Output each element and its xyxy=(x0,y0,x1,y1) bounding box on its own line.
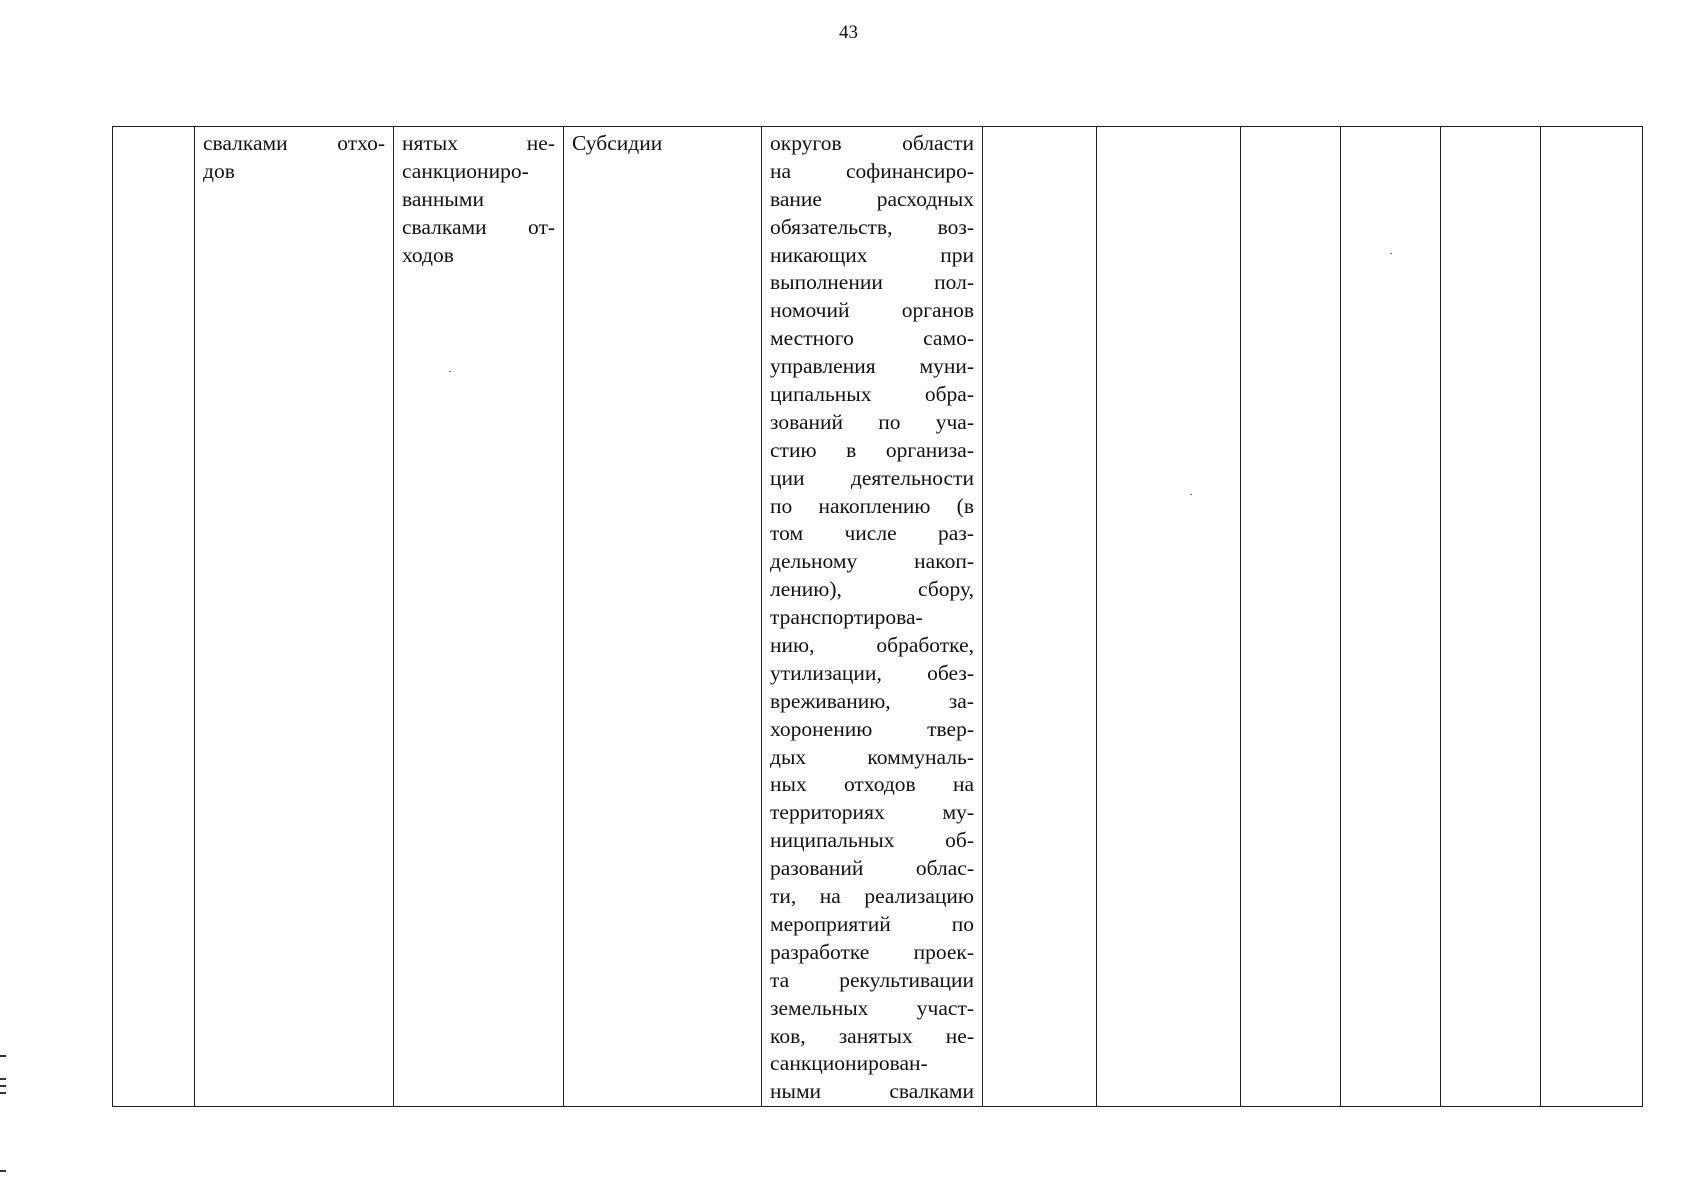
cell-empty-8 xyxy=(1241,127,1341,1107)
cell-empty-10 xyxy=(1441,127,1541,1107)
cell-line: выполнении пол- xyxy=(770,270,974,295)
cell-indicator xyxy=(394,127,564,1107)
cell-line: дых коммуналь- xyxy=(770,744,974,769)
cell-empty-7 xyxy=(1097,127,1241,1107)
scan-mark xyxy=(0,1078,6,1080)
cell-line: дельному накоп- xyxy=(770,549,974,574)
cell-line: земельных участ- xyxy=(770,995,974,1020)
cell-line: на софинансиро- xyxy=(770,158,974,183)
cell-line: номочий органов xyxy=(770,298,974,323)
cell-line: ванными xyxy=(402,186,484,211)
cell-line: округов области xyxy=(770,131,974,155)
cell-line: свалками от- xyxy=(402,214,555,239)
cell-line: ных отходов на xyxy=(770,772,974,797)
cell-task xyxy=(195,127,394,1107)
cell-line: стию в организа- xyxy=(770,437,974,462)
cell-description xyxy=(762,127,983,1107)
cell-line: санкционирован- xyxy=(770,1051,928,1076)
cell-line: ции деятельности xyxy=(770,465,974,490)
cell-number xyxy=(113,127,195,1107)
cell-line: хоронению твер- xyxy=(770,716,974,741)
cell-empty-9 xyxy=(1341,127,1441,1107)
scan-mark xyxy=(0,1055,6,1057)
cell-line: та рекультивации xyxy=(770,967,974,992)
cell-line: по накоплению (в xyxy=(770,493,974,518)
cell-empty-6 xyxy=(983,127,1097,1107)
cell-line: никающих при xyxy=(770,242,974,267)
scan-speck xyxy=(449,371,451,372)
cell-line: ными свалками xyxy=(770,1079,974,1104)
cell-line: санкциониро- xyxy=(402,158,529,183)
budget-table xyxy=(112,126,1643,1107)
cell-line: местного само- xyxy=(770,326,974,351)
cell-line: территориях му- xyxy=(770,800,974,825)
cell-line: зований по уча- xyxy=(770,409,974,434)
cell-line: лению), сбору, xyxy=(770,577,974,602)
cell-line: свалками отхо- xyxy=(203,131,385,155)
page-number: 43 xyxy=(839,22,858,43)
cell-line: обязательств, воз- xyxy=(770,214,974,239)
cell-line: мероприятий по xyxy=(770,911,974,936)
cell-line: том числе раз- xyxy=(770,521,974,546)
cell-funding-type xyxy=(564,127,762,1107)
cell-line: управления муни- xyxy=(770,354,974,379)
cell-line: вреживанию, за- xyxy=(770,688,974,713)
cell-line: ти, на реализацию xyxy=(770,884,974,909)
cell-line: утилизации, обез- xyxy=(770,660,974,685)
cell-line: нию, обработке, xyxy=(770,633,974,658)
cell-line: Субсидии xyxy=(572,131,663,155)
cell-line: транспортирова- xyxy=(770,605,923,630)
cell-line: ципальных обра- xyxy=(770,382,974,407)
scan-mark xyxy=(0,1085,6,1087)
cell-empty-11 xyxy=(1541,127,1643,1107)
scan-speck xyxy=(1390,253,1392,254)
cell-line: разработке проек- xyxy=(770,939,974,964)
cell-line: разований облас- xyxy=(770,856,974,881)
cell-line: вание расходных xyxy=(770,186,974,211)
cell-line: ходов xyxy=(402,242,454,267)
scan-mark xyxy=(0,1092,6,1094)
cell-line: ков, занятых не- xyxy=(770,1023,974,1048)
scan-mark xyxy=(0,1170,6,1172)
cell-line: ниципальных об- xyxy=(770,828,974,853)
scan-speck xyxy=(1190,494,1192,495)
table-row xyxy=(113,127,1643,1107)
cell-line: нятых не- xyxy=(402,131,555,155)
cell-line: дов xyxy=(203,158,235,183)
